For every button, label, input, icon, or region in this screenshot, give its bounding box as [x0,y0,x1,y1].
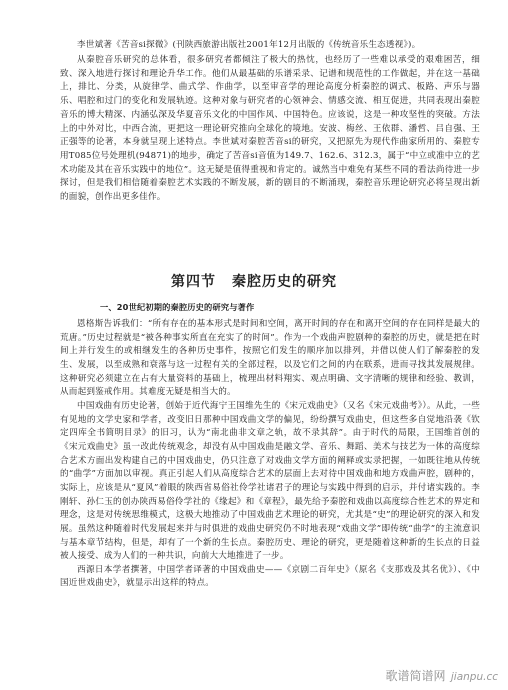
section-title-text: 秦腔历史的研究 [232,274,337,290]
watermark-url: jianpu.cc [450,671,498,683]
summary-paragraph: 从秦腔音乐研究的总体看，很多研究者都倾注了极大的热忱，也经历了一些难以承受的艰难困苦，细致、深入地进行探讨和理论升华工作。他们从最基础的乐谱采录、记谱和规范性的工作做起，并在这一基础上，排比、分类，从旋律学、曲式学、作曲学，以至审音学的理论高度分析秦腔的调式、板路、声乐与器乐、唱腔和过门的变化和发展轨迹。这种对象与研究者的心领神会、情感交流、相互促进，共同表现出秦腔音乐的博大精深、内涵弘深及华夏音乐文化的中国作风、中国特色。应该说，这是一种攻坚性的突破。方法上的中外对比，中西合流，更把这一理论研究推向全球化的境地。安波、梅丝、王依群、潘哲、吕自强、王正强等的论著，本身就呈现上述特点。李世斌对秦腔苦音si的研究，又把原先为现代作曲家所用的、秦腔专用T085位号处理机(94871)的地步，确定了苦音si音值为149.7、162.6、312.3，属于“中立或准中立的艺术功能及其在音乐实践中的地位”。这无疑是值得重视和肯定的。诚然当中难免有某些不同的看法尚待进一步探讨，但是我们相信随着秦腔艺术实践的不断发展，新的剧目的不断涌现，秦腔音乐理论研究必将呈现出新的面貌，创作出更多佳作。 [60,55,480,203]
body-paragraph: 中国戏曲有历史论著，创始于近代海宁王国维先生的《宋元戏曲史》（又名《宋元戏曲考》）。从此，一些有见地的文学史家和学者，改变旧日那种中国戏曲文学的偏见，纷纷撰写戏曲史，但这些多自觉地沿袭《钦定四库全书简明目录》的旧习，认为“南北曲非文章之轨，故不录其辞”。由于时代的局限，王国维首创的《宋元戏曲史》虽一改此传统观念，却没有从中国戏曲是融文学、音乐、舞蹈、美术与技艺为一体的高度综合艺术方面出发构建自己的中国戏曲史，仍只注意了对戏曲文学方面的阐释或实录把握，一如既往地从传统的“曲学”方面加以审视。真正引起人们从高度综合艺术的层面上去对待中国戏曲和地方戏曲声腔，剧种的，实际上，应该是从“夏风”着眼的陕西省易俗社伶学社诸君子的理论与实践中得到的启示，并付诸实践的。李刚轩、孙仁玉的创办陕西易俗伶学社的《缘起》和《章程》，最先给予秦腔和戏曲以高度综合性艺术的界定和理念，这是对传统思维模式，这极大地推动了中国戏曲艺术理论的研究，尤其是“史”的理论研究的深入和发展。虽然这种随着时代发展起来并与时俱进的戏曲史研究仍不时地表现“戏曲文学”即传统“曲学”的主流意识与基本章节结构，但是，却有了一个新的生长点。秦腔历史、理论的研究，更是随着这种新的生长点的日益被人接受、成为人们的一种共识，向前大大地推进了一步。 [60,400,480,562]
subheading: 一、20世纪初期的秦腔历史的研究与著作 [100,302,255,312]
body-paragraph: 西源日本学者撰著，中国学者译著的中国戏曲史——《京剧二百年史》（原名《支那戏及其名优》）、《中国近世戏曲史》，就显示出这样的特点。 [60,564,480,589]
body-paragraph: 恩格斯告诉我们：“所有存在的基本形式是时间和空间，离开时间的存在和离开空间的存在同样是最大的荒唐。”历史过程就是“被各种事实所直在充实了的时间”。作为一个戏曲声腔剧种的秦腔的历史，就是把在时间上并行发生的或相继发生的各种历史事件，按照它们发生的顺序加以排列，并借以使人们了解秦腔的发生、发展，以至成熟和衰落与这一过程有关的全部过程，以及它们之间的内在联系，进而寻找其发展规律。这种研究必须建立在占有大量资料的基础上，梳理出材料翔实、观点明确、文字清晰的规律和经验、教训，从而起到鉴戒作用。其难度无疑是相当大的。 [60,319,480,398]
watermark-site-name: 歌谱简谱网 [385,669,446,683]
site-watermark [386,667,499,684]
section-number: 第四节 [171,274,216,290]
section-heading [0,271,508,291]
section-body [60,318,480,666]
citation-paragraph: 李世斌著《苦音si探微》(刊陕西旅游出版社2001年12月出版的《传统音乐生态透视》)。 [77,40,421,50]
